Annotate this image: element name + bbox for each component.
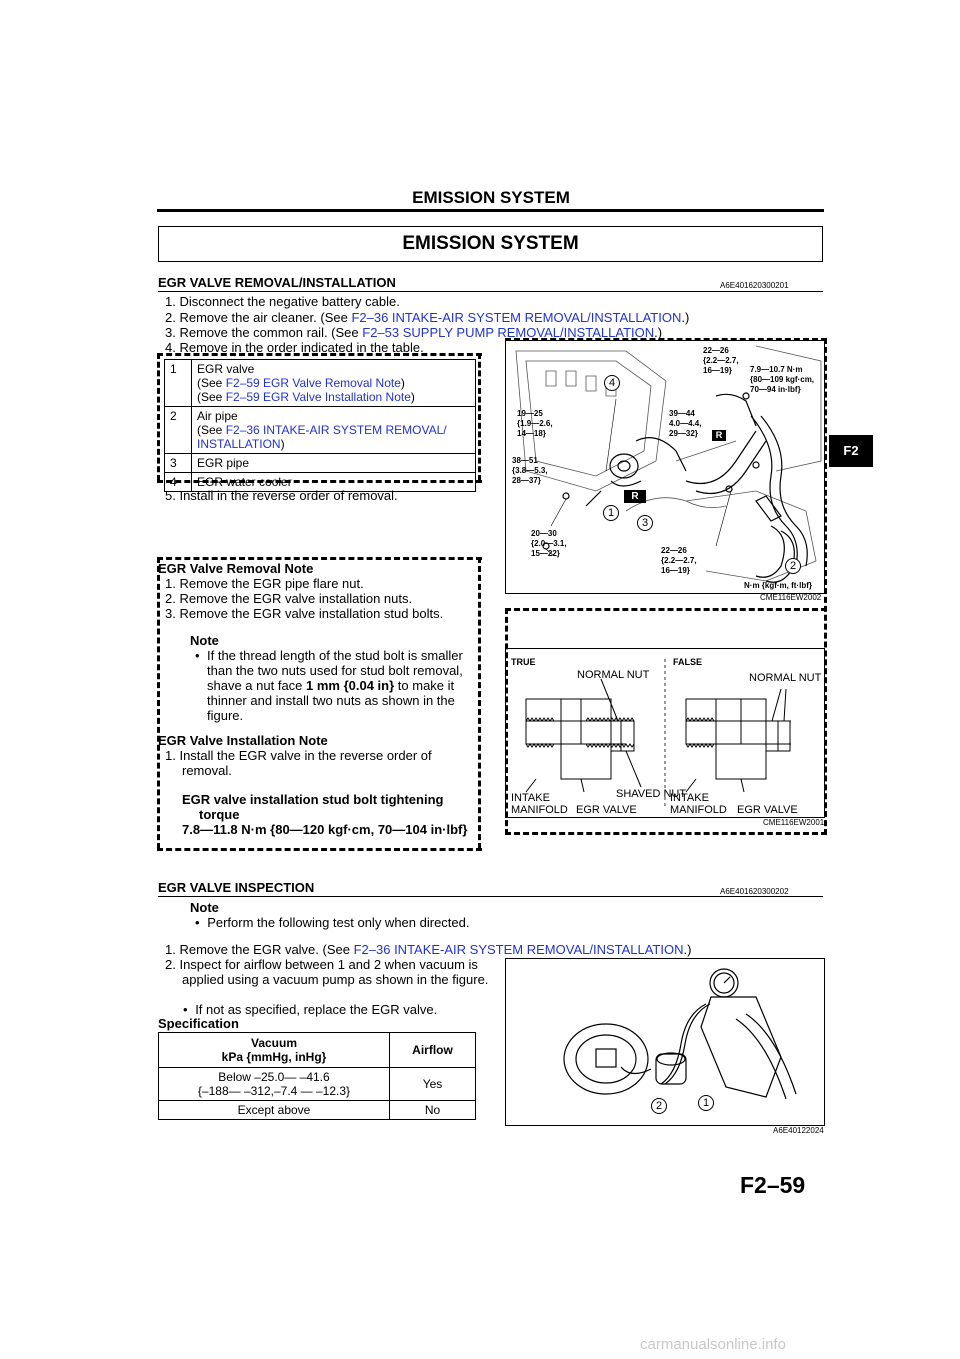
table-frame-left	[157, 353, 160, 481]
torque-units: N·m {kgf·m, ft·lbf}	[744, 581, 812, 590]
row-number: 4	[165, 473, 192, 492]
row-content: EGR pipe	[192, 454, 476, 473]
removal-note-title: EGR Valve Removal Note	[158, 561, 314, 576]
removal-note-step-2: 2. Remove the EGR valve installation nuts.	[165, 591, 413, 606]
step-4: 4. Remove in the order indicated in the table.	[165, 340, 424, 355]
section1-code: A6E401620300201	[720, 281, 789, 290]
section-tab-label: F2	[843, 443, 859, 458]
true-label: TRUE	[511, 657, 536, 667]
link-intake-air-3[interactable]: F2–36 INTAKE-AIR SYSTEM REMOVAL/INSTALLATION	[353, 942, 684, 957]
notes-frame-bottom-left	[157, 848, 482, 851]
callout-2-vacuum: 2	[651, 1098, 667, 1114]
bullet-icon: •	[195, 915, 200, 930]
figure2-code: CME116EW2001	[763, 818, 825, 827]
spec-header-vacuum: Vacuum kPa {mmHg, inHg}	[159, 1033, 390, 1068]
page-header-title: EMISSION SYSTEM	[412, 188, 570, 207]
banner-title: EMISSION SYSTEM	[402, 233, 579, 254]
link-intake-air-2b[interactable]: INSTALLATION	[197, 437, 281, 451]
torque-label-6: 20—30 {2.0—3.1, 15—22}	[531, 529, 567, 558]
spec-cell: Yes	[390, 1068, 476, 1101]
table-row	[165, 360, 476, 407]
spec-header-airflow: Airflow	[390, 1033, 476, 1068]
section2-note-label: Note	[190, 900, 219, 915]
section2-step-2: 2. Inspect for airflow between 1 and 2 when vacuum is applied using a vacuum pump as shown in the figure.	[165, 957, 489, 987]
bullet-icon: •	[195, 648, 200, 663]
removal-note-bullet: • If the thread length of the stud bolt is smaller than the two nuts used for stud bolt removal, shave a nut face 1 mm {0.04 in} to make it thinner and install two nuts as shown in the figure.	[195, 648, 463, 723]
notes-frame-top-left	[157, 557, 482, 560]
torque-label-7: 22—26 {2.2—2.7, 16—19}	[661, 546, 697, 575]
notes-frame-bottom-right	[505, 832, 827, 835]
page-number: F2–59	[740, 1172, 806, 1198]
spec-cell: No	[390, 1101, 476, 1120]
false-label: FALSE	[673, 657, 703, 667]
specification-label: Specification	[158, 1016, 239, 1031]
header-rule	[157, 209, 824, 212]
torque-label-1: 22—26 {2.2—2.7, 16—19}	[703, 346, 739, 375]
table-frame-top	[157, 353, 482, 356]
step-2: 2. Remove the air cleaner. (See F2–36 INTAKE-AIR SYSTEM REMOVAL/INSTALLATION.)	[165, 310, 690, 325]
table-row	[165, 407, 476, 454]
row-content: Air pipe (See F2–36 INTAKE-AIR SYSTEM REMOVAL/ INSTALLATION)	[192, 407, 476, 454]
section2-note-bullet: • Perform the following test only when directed.	[195, 915, 470, 930]
torque-label-5: 38—51 {3.8—5.3, 28—37}	[512, 456, 548, 485]
watermark[interactable]: carmanualsonline.info	[640, 1336, 786, 1353]
torque-label-3: 19—25 {1.9—2.6, 14—18}	[517, 409, 553, 438]
section2-title: EGR VALVE INSPECTION	[158, 880, 315, 895]
row-content: EGR water cooler	[192, 473, 476, 492]
link-removal-note[interactable]: F2–59 EGR Valve Removal Note	[225, 376, 401, 390]
link-installation-note[interactable]: F2–59 EGR Valve Installation Note	[225, 390, 411, 404]
callout-4: 4	[604, 375, 620, 391]
row-content: EGR valve (See F2–59 EGR Valve Removal Note) (See F2–59 EGR Valve Installation Note)	[192, 360, 476, 407]
row-number: 3	[165, 454, 192, 473]
callout-1-vacuum: 1	[698, 1095, 714, 1111]
egr-valve-label-true: EGR VALVE	[576, 804, 637, 816]
spec-table	[158, 1032, 476, 1120]
egr-valve-label-false: EGR VALVE	[737, 804, 798, 816]
section1-title-rule	[158, 291, 823, 292]
intake-manifold-label-false: INTAKE MANIFOLD	[670, 792, 727, 816]
installation-note-title: EGR Valve Installation Note	[158, 733, 328, 748]
table-row	[159, 1068, 476, 1101]
torque-label-2: 7.9—10.7 N·m {80—109 kgf·cm, 70—94 in·lbf}	[750, 365, 815, 394]
section2-title-rule	[158, 896, 823, 897]
figure3-code: A6E40122024	[773, 1126, 824, 1135]
torque-spec-title: EGR valve installation stud bolt tightening torque	[182, 792, 444, 822]
link-intake-air[interactable]: F2–36 INTAKE-AIR SYSTEM REMOVAL/INSTALLATION	[351, 310, 682, 325]
bullet-icon: •	[183, 1002, 188, 1017]
table-row	[165, 454, 476, 473]
notes-frame-top-right	[505, 338, 827, 341]
callout-1: 1	[603, 505, 619, 521]
step-3: 3. Remove the common rail. (See F2–53 SUPPLY PUMP REMOVAL/INSTALLATION.)	[165, 325, 663, 340]
spec-cell: Below –25.0— –41.6 {–188— –312,–7.4 — –12.3}	[159, 1068, 390, 1101]
row-number: 1	[165, 360, 192, 407]
callout-2: 2	[785, 558, 801, 574]
table-frame-right	[478, 353, 481, 481]
torque-spec-value: 7.8—11.8 N·m {80—120 kgf·cm, 70—104 in·lbf}	[182, 822, 468, 837]
shaved-nut-label: SHAVED NUT	[616, 788, 687, 800]
removal-note-label: Note	[190, 633, 219, 648]
figure1-code: CME116EW2002	[760, 593, 822, 602]
section2-step-1: 1. Remove the EGR valve. (See F2–36 INTAKE-AIR SYSTEM REMOVAL/INSTALLATION.)	[165, 942, 692, 957]
section2-code: A6E401620300202	[720, 887, 789, 896]
normal-nut-label-false: NORMAL NUT	[749, 672, 822, 684]
figure-nut-diagram	[505, 648, 825, 818]
removal-note-step-1: 1. Remove the EGR pipe flare nut.	[165, 576, 364, 591]
notes-frame-mid-right	[505, 608, 827, 611]
callout-3: 3	[637, 515, 653, 531]
figure-vacuum-test	[505, 958, 825, 1126]
replace-mark-r2: R	[624, 490, 646, 503]
link-supply-pump[interactable]: F2–53 SUPPLY PUMP REMOVAL/INSTALLATION	[362, 325, 655, 340]
section-banner	[158, 226, 823, 262]
removal-note-step-3: 3. Remove the EGR valve installation stud bolts.	[165, 606, 444, 621]
normal-nut-label-true: NORMAL NUT	[577, 669, 650, 681]
notes-frame-left	[157, 557, 160, 849]
row-number: 2	[165, 407, 192, 454]
spec-cell: Except above	[159, 1101, 390, 1120]
intake-manifold-label-true: INTAKE MANIFOLD	[511, 792, 568, 816]
link-intake-air-2[interactable]: F2–36 INTAKE-AIR SYSTEM REMOVAL/	[225, 423, 447, 437]
step-5: 5. Install in the reverse order of removal.	[165, 488, 398, 503]
step-1: 1. Disconnect the negative battery cable.	[165, 294, 400, 309]
section-tab[interactable]	[829, 435, 873, 467]
section1-title: EGR VALVE REMOVAL/INSTALLATION	[158, 275, 396, 290]
table-row	[159, 1033, 476, 1068]
section2-step-2-bullet: • If not as specified, replace the EGR valve.	[183, 1002, 438, 1017]
table-row	[159, 1101, 476, 1120]
parts-table	[164, 359, 476, 492]
figure-egr-assembly	[505, 340, 825, 594]
torque-label-4: 39—44 4.0—4.4, 29—32}	[669, 409, 702, 438]
installation-note-step-1: 1. Install the EGR valve in the reverse order of removal.	[165, 748, 432, 778]
replace-mark-r1: R	[712, 430, 726, 441]
